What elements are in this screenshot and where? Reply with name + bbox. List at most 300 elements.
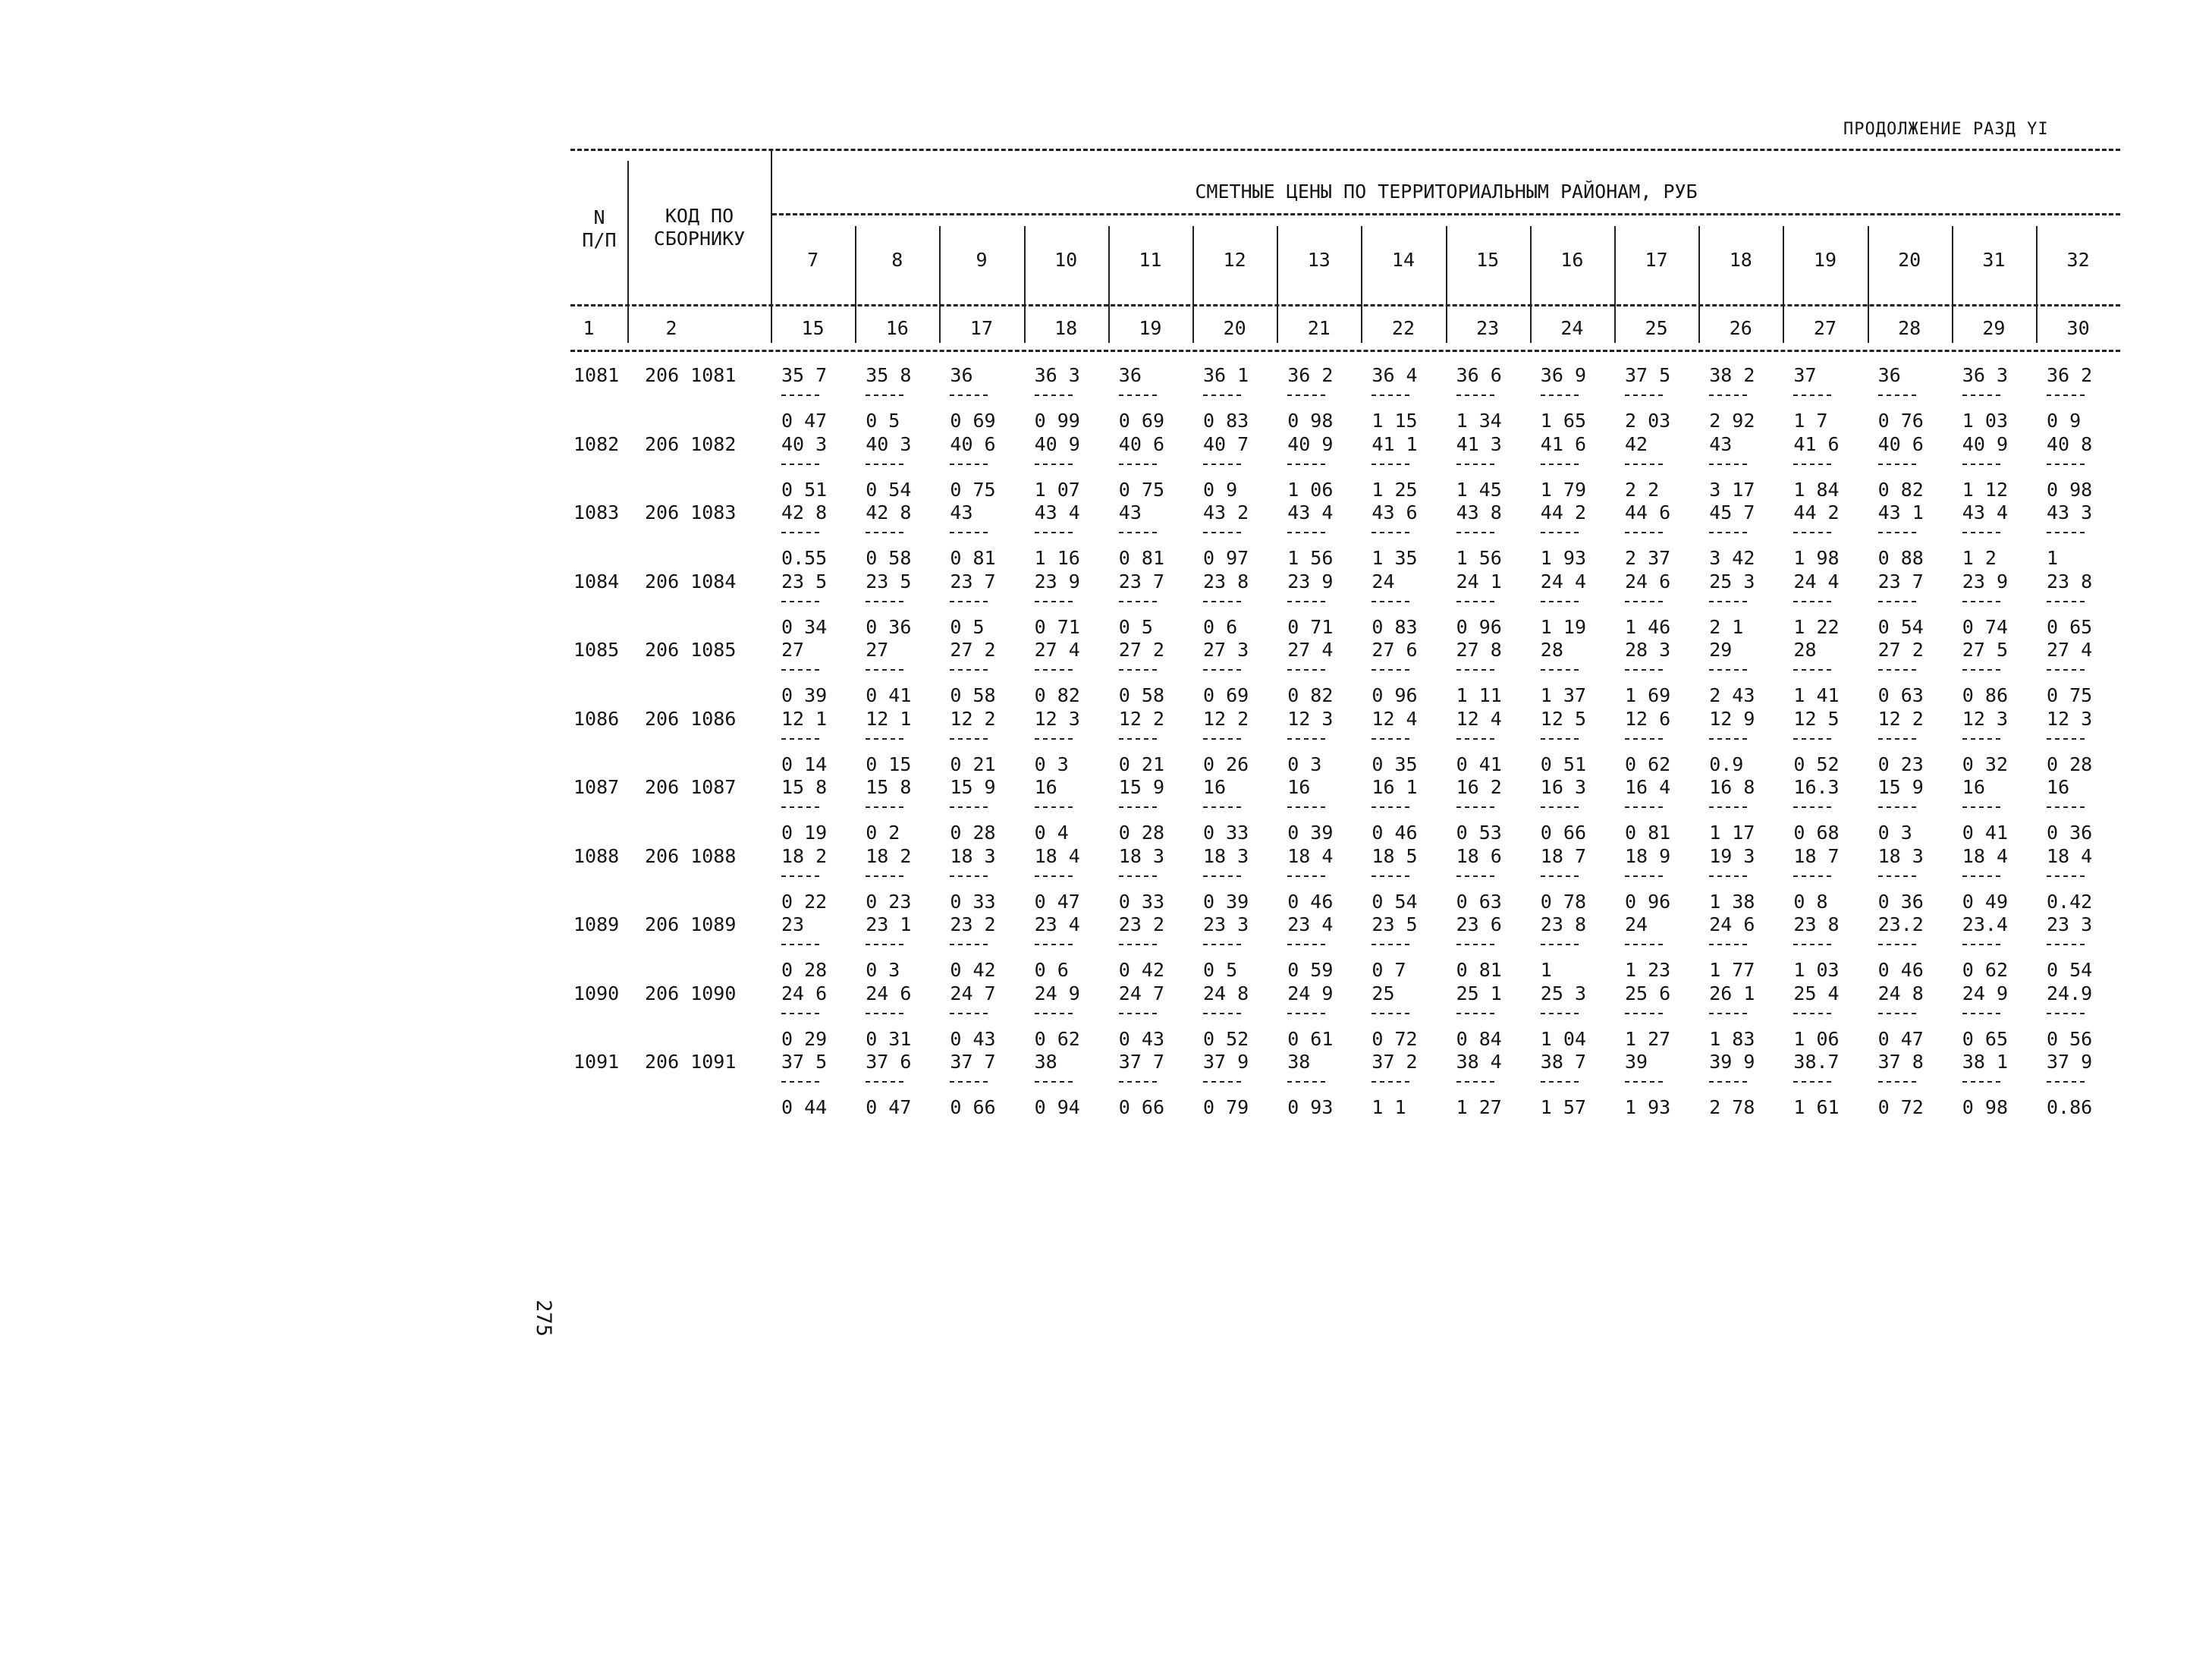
price-cell: 16 — [1034, 776, 1057, 798]
sub-cell: 0 43 — [950, 1027, 996, 1050]
fraction-bar — [781, 738, 819, 740]
fraction-bar — [1709, 875, 1747, 877]
sub-cell: 0 96 — [1456, 615, 1502, 638]
price-cell: 23 8 — [2047, 570, 2093, 592]
colnum: 30 — [2066, 317, 2090, 339]
sub-cell: 0 2 — [866, 822, 900, 844]
sub-cell: 0 31 — [866, 1027, 912, 1050]
fraction-bar — [950, 944, 988, 945]
sub-cell: 0 62 — [1962, 959, 2009, 981]
sub-cell: 1 17 — [1709, 822, 1755, 844]
colnum: 21 — [1307, 317, 1331, 339]
fraction-bar — [1793, 464, 1831, 465]
row-np: 1085 — [573, 639, 620, 661]
sub-cell: 1 23 — [1625, 959, 1671, 981]
header-district: 11 — [1139, 249, 1162, 271]
sub-cell: 1 57 — [1540, 1096, 1587, 1118]
sub-cell: 0 47 — [1877, 1027, 1924, 1050]
vrule-district — [1530, 226, 1532, 343]
fraction-bar — [1119, 1081, 1157, 1083]
price-cell: 18 3 — [1203, 844, 1249, 867]
price-cell: 16 8 — [1709, 776, 1755, 798]
fraction-bar — [1793, 1013, 1831, 1014]
price-cell: 37 5 — [781, 1051, 828, 1073]
fraction-bar — [1962, 601, 2000, 602]
price-cell: 23 5 — [866, 570, 912, 592]
fraction-bar — [950, 738, 988, 740]
sub-cell: 0 4 — [1034, 822, 1069, 844]
sub-cell: 0 46 — [1287, 890, 1334, 913]
fraction-bar — [1372, 875, 1409, 877]
price-cell: 12 2 — [1203, 707, 1249, 730]
sub-cell: 1 25 — [1372, 478, 1418, 501]
price-cell: 18 4 — [1287, 844, 1334, 867]
price-cell: 27 5 — [1962, 639, 2009, 661]
price-cell: 40 9 — [1034, 432, 1080, 455]
price-cell: 16.3 — [1793, 776, 1840, 798]
fraction-bar — [1287, 669, 1325, 671]
price-cell: 41 6 — [1793, 432, 1840, 455]
sub-cell: 0 93 — [1287, 1096, 1334, 1118]
fraction-bar — [1119, 532, 1157, 533]
sub-cell: 1 06 — [1793, 1027, 1840, 1050]
price-cell: 43 — [1118, 501, 1142, 523]
row-np: 1083 — [573, 501, 620, 523]
fraction-bar — [1372, 944, 1409, 945]
fraction-bar — [1287, 601, 1325, 602]
sub-cell: 0 49 — [1962, 890, 2009, 913]
fraction-bar — [1203, 394, 1241, 396]
fraction-bar — [1878, 1013, 1916, 1014]
price-cell: 43 3 — [2047, 501, 2093, 523]
rule-colnum-bottom — [570, 350, 2120, 352]
price-cell: 23 4 — [1034, 913, 1080, 935]
page-number: 275 — [531, 1300, 555, 1337]
fraction-bar — [1709, 394, 1747, 396]
fraction-bar — [866, 738, 903, 740]
vrule-district — [1024, 226, 1026, 343]
fraction-bar — [1962, 738, 2000, 740]
colnum: 15 — [801, 317, 825, 339]
price-cell: 38 1 — [1962, 1051, 2009, 1073]
price-cell: 27 4 — [2047, 639, 2093, 661]
price-cell: 36 6 — [1456, 364, 1502, 386]
price-cell: 16 3 — [1540, 776, 1587, 798]
fraction-bar — [1878, 669, 1916, 671]
header-district: 8 — [891, 249, 903, 271]
header-district: 12 — [1223, 249, 1246, 271]
fraction-bar — [1456, 806, 1494, 808]
sub-cell: 0 71 — [1287, 615, 1334, 638]
fraction-bar — [866, 601, 903, 602]
sub-cell: 0 97 — [1203, 547, 1249, 569]
price-cell: 36 — [1118, 364, 1142, 386]
price-cell: 16 4 — [1625, 776, 1671, 798]
rule-group — [772, 213, 2120, 215]
price-cell: 35 7 — [781, 364, 828, 386]
price-cell: 23 9 — [1962, 570, 2009, 592]
colnum: 25 — [1645, 317, 1668, 339]
price-cell: 27 4 — [1287, 639, 1334, 661]
colnum: 26 — [1729, 317, 1752, 339]
header-district: 15 — [1476, 249, 1500, 271]
price-cell: 40 6 — [950, 432, 996, 455]
fraction-bar — [1287, 875, 1325, 877]
price-cell: 12 3 — [1287, 707, 1334, 730]
colnum: 29 — [1982, 317, 2006, 339]
fraction-bar — [1456, 394, 1494, 396]
fraction-bar — [1119, 394, 1157, 396]
fraction-bar — [1119, 464, 1157, 465]
sub-cell: 1 7 — [1793, 410, 1828, 432]
row-code: 206 1086 — [645, 707, 737, 730]
price-cell: 18 9 — [1625, 844, 1671, 867]
fraction-bar — [1625, 738, 1663, 740]
price-cell: 15 8 — [781, 776, 828, 798]
price-cell: 27 2 — [1118, 639, 1165, 661]
fraction-bar — [1793, 669, 1831, 671]
price-cell: 15 9 — [1877, 776, 1924, 798]
fraction-bar — [866, 944, 903, 945]
sub-cell: 0 72 — [1372, 1027, 1418, 1050]
sub-cell: 1 35 — [1372, 547, 1418, 569]
fraction-bar — [1287, 738, 1325, 740]
header-district: 19 — [1813, 249, 1837, 271]
fraction-bar — [1541, 464, 1579, 465]
row-code: 206 1084 — [645, 570, 737, 592]
price-cell: 43 8 — [1456, 501, 1502, 523]
fraction-bar — [1119, 944, 1157, 945]
sub-cell: 0 83 — [1372, 615, 1418, 638]
fraction-bar — [1456, 601, 1494, 602]
price-cell: 12 2 — [1118, 707, 1165, 730]
vrule-district — [1614, 226, 1616, 343]
fraction-bar — [1709, 669, 1747, 671]
fraction-bar — [1709, 1013, 1747, 1014]
price-cell: 24 4 — [1540, 570, 1587, 592]
row-code: 206 1091 — [645, 1051, 737, 1073]
price-cell: 38.7 — [1793, 1051, 1840, 1073]
fraction-bar — [1119, 875, 1157, 877]
price-cell: 40 3 — [781, 432, 828, 455]
sub-cell: 2 03 — [1625, 410, 1671, 432]
row-np: 1087 — [573, 776, 620, 798]
sub-cell: 0 51 — [781, 478, 828, 501]
price-cell: 37 9 — [1203, 1051, 1249, 1073]
sub-cell: 1 46 — [1625, 615, 1671, 638]
fraction-bar — [781, 1081, 819, 1083]
price-cell: 43 4 — [1287, 501, 1334, 523]
fraction-bar — [866, 1013, 903, 1014]
sub-cell: 0.86 — [2047, 1096, 2093, 1118]
price-cell: 18 4 — [2047, 844, 2093, 867]
vrule-district — [1446, 226, 1447, 343]
vrule-district — [1192, 226, 1194, 343]
price-cell: 43 4 — [1034, 501, 1080, 523]
price-cell: 37 9 — [2047, 1051, 2093, 1073]
fraction-bar — [1878, 394, 1916, 396]
fraction-bar — [1709, 806, 1747, 808]
sub-cell: 0 98 — [1962, 1096, 2009, 1118]
price-cell: 24 — [1625, 913, 1648, 935]
sub-cell: 0 47 — [866, 1096, 912, 1118]
sub-cell: 0 71 — [1034, 615, 1080, 638]
row-np: 1082 — [573, 432, 620, 455]
price-cell: 16 1 — [1372, 776, 1418, 798]
sub-cell: 0 3 — [866, 959, 900, 981]
fraction-bar — [1962, 394, 2000, 396]
sub-cell: 0 99 — [1034, 410, 1080, 432]
price-cell: 40 6 — [1877, 432, 1924, 455]
fraction-bar — [1793, 738, 1831, 740]
fraction-bar — [1541, 806, 1579, 808]
header-district: 16 — [1560, 249, 1584, 271]
sub-cell: 0 81 — [950, 547, 996, 569]
sub-cell: 1 16 — [1034, 547, 1080, 569]
sub-cell: 1 37 — [1540, 684, 1587, 706]
sub-cell: 0 39 — [781, 684, 828, 706]
price-cell: 24.9 — [2047, 982, 2093, 1004]
fraction-bar — [1372, 532, 1409, 533]
price-cell: 42 8 — [781, 501, 828, 523]
fraction-bar — [1456, 669, 1494, 671]
fraction-bar — [1035, 806, 1073, 808]
row-np: 1084 — [573, 570, 620, 592]
fraction-bar — [1541, 1013, 1579, 1014]
header-code: КОД ПО СБОРНИКУ — [653, 205, 746, 250]
sub-cell: 1 22 — [1793, 615, 1840, 638]
sub-cell: 0 3 — [1287, 753, 1322, 775]
fraction-bar — [1035, 1013, 1073, 1014]
vrule-district — [1277, 226, 1278, 343]
price-cell: 23 4 — [1287, 913, 1334, 935]
fraction-bar — [1456, 1081, 1494, 1083]
colnum: 23 — [1476, 317, 1500, 339]
price-cell: 36 4 — [1372, 364, 1418, 386]
sub-cell: 0 46 — [1877, 959, 1924, 981]
price-cell: 12 4 — [1372, 707, 1418, 730]
fraction-bar — [1372, 394, 1409, 396]
price-cell: 28 — [1793, 639, 1817, 661]
fraction-bar — [781, 1013, 819, 1014]
fraction-bar — [1035, 394, 1073, 396]
fraction-bar — [1372, 738, 1409, 740]
price-cell: 44 2 — [1793, 501, 1840, 523]
sub-cell: 0 39 — [1203, 890, 1249, 913]
price-cell: 38 4 — [1456, 1051, 1502, 1073]
price-cell: 27 6 — [1372, 639, 1418, 661]
sub-cell: 0 58 — [950, 684, 996, 706]
sub-cell: 0 41 — [1962, 822, 2009, 844]
fraction-bar — [1203, 806, 1241, 808]
colnum: 2 — [665, 317, 677, 339]
fraction-bar — [1456, 464, 1494, 465]
vrule-district — [1868, 226, 1869, 343]
sub-cell: 0 96 — [1625, 890, 1671, 913]
price-cell: 16 — [1962, 776, 1985, 798]
fraction-bar — [1962, 875, 2000, 877]
row-code: 206 1088 — [645, 844, 737, 867]
price-cell: 42 — [1625, 432, 1648, 455]
price-cell: 25 3 — [1540, 982, 1587, 1004]
price-cell: 45 7 — [1709, 501, 1755, 523]
price-cell: 15 8 — [866, 776, 912, 798]
fraction-bar — [950, 532, 988, 533]
price-cell: 18 7 — [1793, 844, 1840, 867]
sub-cell: 0 23 — [1877, 753, 1924, 775]
fraction-bar — [781, 532, 819, 533]
header-district: 9 — [976, 249, 988, 271]
fraction-bar — [866, 669, 903, 671]
fraction-bar — [1456, 875, 1494, 877]
price-cell: 23 2 — [950, 913, 996, 935]
price-cell: 12 4 — [1456, 707, 1502, 730]
price-cell: 38 2 — [1709, 364, 1755, 386]
sub-cell: 0 54 — [1372, 890, 1418, 913]
sub-cell: 0 72 — [1877, 1096, 1924, 1118]
price-cell: 16 — [1287, 776, 1311, 798]
price-cell: 16 — [2047, 776, 2070, 798]
price-cell: 23 9 — [1287, 570, 1334, 592]
sub-cell: 0 82 — [1034, 684, 1080, 706]
fraction-bar — [1878, 738, 1916, 740]
fraction-bar — [1372, 1013, 1409, 1014]
sub-cell: 0 58 — [866, 547, 912, 569]
sub-cell: 2 43 — [1709, 684, 1755, 706]
fraction-bar — [1625, 944, 1663, 945]
price-cell: 39 9 — [1709, 1051, 1755, 1073]
sub-cell: 0 54 — [866, 478, 912, 501]
price-cell: 24 8 — [1203, 982, 1249, 1004]
price-cell: 23 9 — [1034, 570, 1080, 592]
vrule-district — [855, 226, 856, 343]
sub-cell: 0 66 — [950, 1096, 996, 1118]
price-cell: 27 8 — [1456, 639, 1502, 661]
price-cell: 44 2 — [1540, 501, 1587, 523]
price-cell: 40 9 — [1287, 432, 1334, 455]
price-cell: 36 3 — [1962, 364, 2009, 386]
price-cell: 23 — [781, 913, 805, 935]
sub-cell: 1 38 — [1709, 890, 1755, 913]
fraction-bar — [866, 532, 903, 533]
price-cell: 39 — [1625, 1051, 1648, 1073]
fraction-bar — [1203, 1013, 1241, 1014]
sub-cell: 1 77 — [1709, 959, 1755, 981]
fraction-bar — [950, 601, 988, 602]
header-district: 20 — [1898, 249, 1921, 271]
sub-cell: 0 28 — [950, 822, 996, 844]
sub-cell: 1 56 — [1456, 547, 1502, 569]
row-np: 1090 — [573, 982, 620, 1004]
sub-cell: 0 5 — [866, 410, 900, 432]
sub-cell: 1 03 — [1962, 410, 2009, 432]
price-cell: 18 3 — [1877, 844, 1924, 867]
sub-cell: 0 5 — [1118, 615, 1153, 638]
fraction-bar — [1793, 601, 1831, 602]
sub-cell: 0 39 — [1287, 822, 1334, 844]
sub-cell: 0 82 — [1877, 478, 1924, 501]
sub-cell: 0 58 — [1118, 684, 1165, 706]
fraction-bar — [950, 806, 988, 808]
fraction-bar — [1119, 669, 1157, 671]
fraction-bar — [1541, 875, 1579, 877]
sub-cell: 0 9 — [1203, 478, 1238, 501]
sub-cell: 0 19 — [781, 822, 828, 844]
fraction-bar — [1035, 875, 1073, 877]
price-cell: 36 — [1877, 364, 1901, 386]
fraction-bar — [1878, 532, 1916, 533]
sub-cell: 1 15 — [1372, 410, 1418, 432]
colnum: 16 — [885, 317, 909, 339]
sub-cell: 0 52 — [1203, 1027, 1249, 1050]
fraction-bar — [1541, 1081, 1579, 1083]
sub-cell: 0 41 — [866, 684, 912, 706]
price-cell: 12 1 — [866, 707, 912, 730]
fraction-bar — [1203, 738, 1241, 740]
price-cell: 25 1 — [1456, 982, 1502, 1004]
fraction-bar — [1625, 875, 1663, 877]
sub-cell: 0 15 — [866, 753, 912, 775]
price-cell: 43 4 — [1962, 501, 2009, 523]
fraction-bar — [2047, 738, 2085, 740]
fraction-bar — [1962, 669, 2000, 671]
price-cell: 12 2 — [1877, 707, 1924, 730]
price-cell: 23 8 — [1793, 913, 1840, 935]
fraction-bar — [1287, 394, 1325, 396]
fraction-bar — [781, 875, 819, 877]
vrule-code — [771, 149, 772, 343]
price-cell: 24 8 — [1877, 982, 1924, 1004]
price-cell: 23 7 — [1118, 570, 1165, 592]
fraction-bar — [1287, 1081, 1325, 1083]
fraction-bar — [1793, 944, 1831, 945]
sub-cell: 0.9 — [1709, 753, 1744, 775]
vrule-district — [1361, 226, 1362, 343]
sub-cell: 0 75 — [2047, 684, 2093, 706]
fraction-bar — [1878, 1081, 1916, 1083]
price-cell: 15 9 — [950, 776, 996, 798]
row-code: 206 1085 — [645, 639, 737, 661]
sub-cell: 0 42 — [950, 959, 996, 981]
price-cell: 37 2 — [1372, 1051, 1418, 1073]
fraction-bar — [1625, 1013, 1663, 1014]
price-cell: 19 3 — [1709, 844, 1755, 867]
price-cell: 23 5 — [1372, 913, 1418, 935]
fraction-bar — [2047, 394, 2085, 396]
price-cell: 36 2 — [1287, 364, 1334, 386]
sub-cell: 0 3 — [1034, 753, 1069, 775]
sub-cell: 0 81 — [1456, 959, 1502, 981]
price-cell: 18 2 — [781, 844, 828, 867]
price-cell: 25 3 — [1709, 570, 1755, 592]
row-code: 206 1081 — [645, 364, 737, 386]
sub-cell: 0 5 — [1203, 959, 1238, 981]
sub-cell: 0 52 — [1793, 753, 1840, 775]
sub-cell: 0 9 — [2047, 410, 2082, 432]
price-cell: 24 6 — [866, 982, 912, 1004]
fraction-bar — [2047, 944, 2085, 945]
header-np: N П/П — [582, 206, 617, 251]
sub-cell: 0 51 — [1540, 753, 1587, 775]
fraction-bar — [1625, 394, 1663, 396]
fraction-bar — [866, 875, 903, 877]
fraction-bar — [866, 806, 903, 808]
fraction-bar — [2047, 532, 2085, 533]
price-cell: 18 4 — [1962, 844, 2009, 867]
fraction-bar — [1793, 875, 1831, 877]
vrule-district — [2036, 226, 2038, 343]
sub-cell: 1 04 — [1540, 1027, 1587, 1050]
